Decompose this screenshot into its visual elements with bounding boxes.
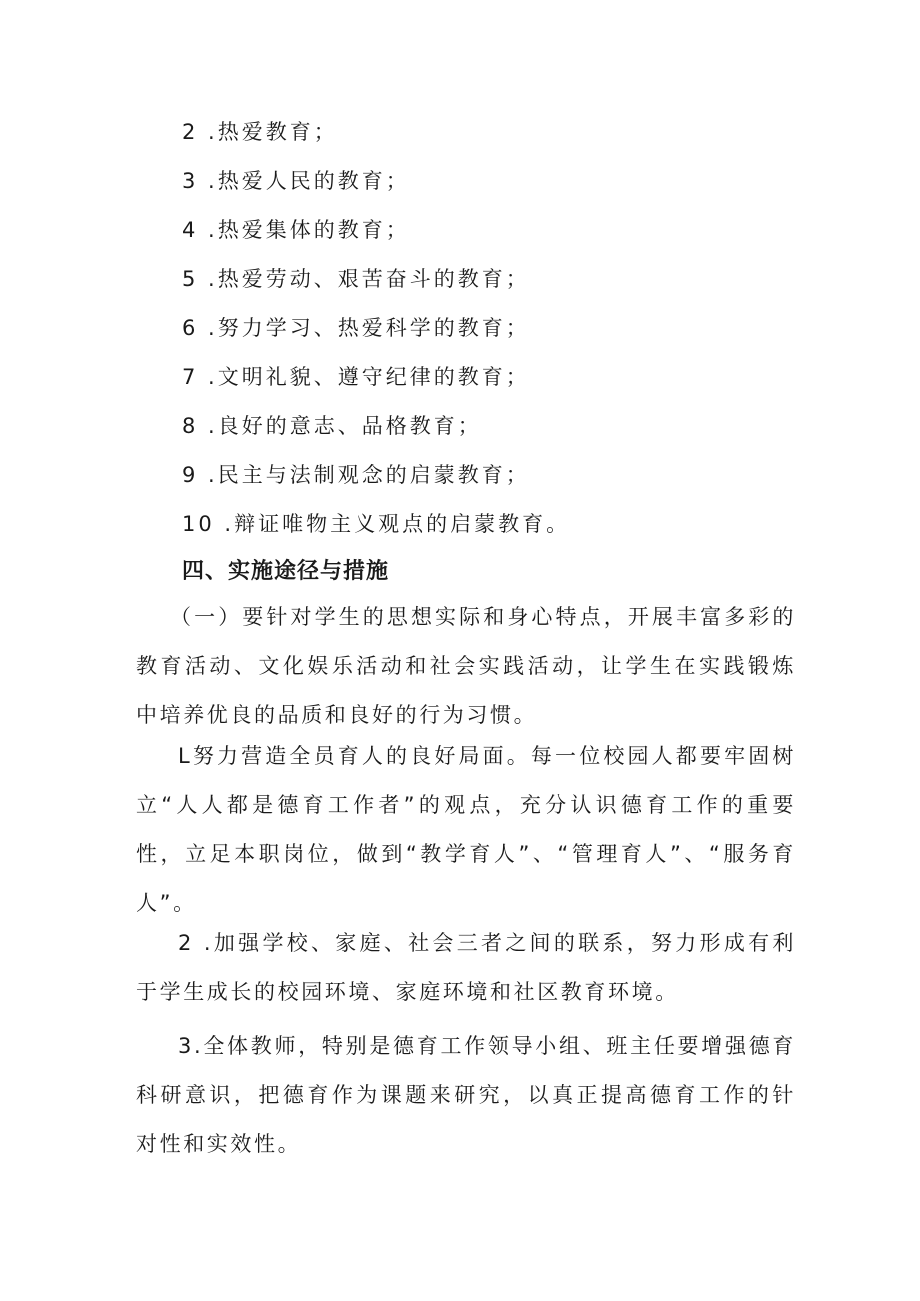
paragraph-implementation-intro: （一）要针对学生的思想实际和身心特点，开展丰富多彩的教育活动、文化娱乐活动和社会实践活动，让学生在实践锻炼中培养优良的品质和良好的行为习惯。 [136, 605, 796, 727]
education-content-list [182, 113, 822, 554]
list-item: 9 .民主与法制观念的启蒙教育； [182, 463, 530, 487]
list-item: 4 .热爱集体的教育； [182, 218, 410, 242]
list-item: 5 .热爱劳动、艰苦奋斗的教育； [182, 267, 530, 291]
list-item: 8 .良好的意志、品格教育； [182, 414, 482, 438]
paragraph-measure-2: 2 .加强学校、家庭、社会三者之间的联系，努力形成有利于学生成长的校园环境、家庭环境和社区教育环境。 [136, 931, 796, 1004]
list-item: 3 .热爱人民的教育； [182, 169, 410, 193]
list-item: 2 .热爱教育； [182, 120, 338, 144]
list-item: 10 .辩证唯物主义观点的启蒙教育。 [182, 512, 571, 536]
list-item: 6 .努力学习、热爱科学的教育； [182, 316, 530, 340]
paragraph-measure-3: 3.全体教师，特别是德育工作领导小组、班主任要增强德育科研意识，把德育作为课题来研究，以真正提高德育工作的针对性和实效性。 [136, 1034, 796, 1156]
paragraph-measure-1: L努力营造全员育人的良好局面。每一位校园人都要牢固树立“人人都是德育工作者”的观点，充分认识德育工作的重要性，立足本职岗位，做到“教学育人”、“管理育人”、“服务育人”。 [136, 744, 796, 915]
section-heading: 四、实施途径与措施 [182, 559, 390, 584]
list-item: 7 .文明礼貌、遵守纪律的教育； [182, 365, 530, 389]
